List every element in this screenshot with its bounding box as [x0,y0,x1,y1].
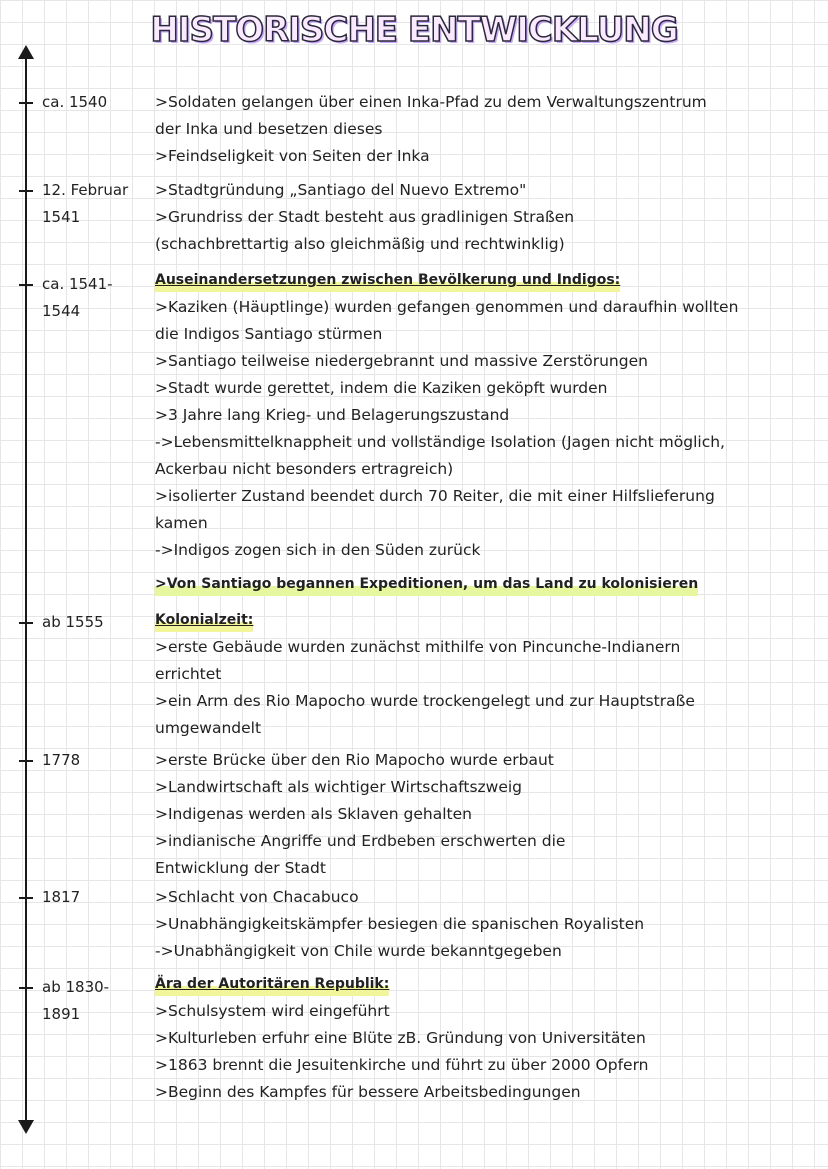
date-line: 12. Februar [42,181,129,199]
entry-line: ->Unabhängigkeit von Chile wurde bekanntgegeben [155,942,562,960]
timeline-tick [19,102,33,104]
entry-line: >Feindseligkeit von Seiten der Inka [155,147,430,165]
date-line: ca. 1541- [42,275,113,293]
timeline-date [42,747,152,774]
entry-line: die Indigos Santiago stürmen [155,325,383,343]
entry-line: >Santiago teilweise niedergebrannt und massive Zerstörungen [155,352,648,370]
timeline-axis [25,50,27,1125]
entry-line: >Soldaten gelangen über einen Inka-Pfad zu dem Verwaltungszentrum [155,93,707,111]
highlight-line: >Von Santiago begannen Expeditionen, um das Land zu kolonisieren [155,571,698,598]
entry-line: >erste Gebäude wurden zunächst mithilfe von Pincunche-Indianern [155,638,681,656]
timeline-date [42,609,152,636]
date-line: 1544 [42,302,81,320]
timeline-entry [155,89,820,170]
entry-line: >Schlacht von Chacabuco [155,888,359,906]
entry-line: ->Lebensmittelknappheit und vollständige Isolation (Jagen nicht möglich, [155,433,725,451]
date-line: 1891 [42,1005,81,1023]
entry-line: >Kaziken (Häuptlinge) wurden gefangen genommen und daraufhin wollten [155,298,739,316]
entry-line: umgewandelt [155,719,262,737]
entry-line: >3 Jahre lang Krieg- und Belagerungszustand [155,406,510,424]
entry-line: >isolierter Zustand beendet durch 70 Reiter, die mit einer Hilfslieferung [155,487,715,505]
date-line: ab 1830- [42,978,110,996]
timeline-date [42,89,152,116]
timeline-arrow-down-icon [18,1120,34,1134]
timeline-entry [155,606,820,742]
entry-line: >indianische Angriffe und Erdbeben erschwerten die [155,832,566,850]
timeline-entry [155,266,820,598]
section-heading: Kolonialzeit: [155,607,253,634]
timeline-entry [155,747,820,882]
timeline-date [42,271,152,325]
date-line: 1817 [42,888,81,906]
date-line: 1778 [42,751,81,769]
entry-line: >1863 brennt die Jesuitenkirche und führt zu über 2000 Opfern [155,1056,649,1074]
entry-line: >Schulsystem wird eingeführt [155,1002,390,1020]
timeline-tick [19,284,33,286]
entry-line: Ackerbau nicht besonders ertragreich) [155,460,454,478]
entry-line: >ein Arm des Rio Mapocho wurde trockengelegt und zur Hauptstraße [155,692,695,710]
timeline-tick [19,897,33,899]
entry-line: der Inka und besetzen dieses [155,120,383,138]
entry-line: >Stadtgründung „Santiago del Nuevo Extremo" [155,181,527,199]
timeline-date [42,974,152,1028]
entry-line: >erste Brücke über den Rio Mapocho wurde erbaut [155,751,554,769]
date-line: 1541 [42,208,81,226]
entry-line: ->Indigos zogen sich in den Süden zurück [155,541,481,559]
entry-line: kamen [155,514,208,532]
entry-line: >Stadt wurde gerettet, indem die Kaziken geköpft wurden [155,379,608,397]
entry-line: >Unabhängigkeitskämpfer besiegen die spanischen Royalisten [155,915,645,933]
timeline-entry [155,177,820,258]
timeline-tick [19,760,33,762]
entry-line: >Indigenas werden als Sklaven gehalten [155,805,472,823]
entry-line: >Landwirtschaft als wichtiger Wirtschaftszweig [155,778,523,796]
timeline-date [42,884,152,911]
entry-line: >Kulturleben erfuhr eine Blüte zB. Gründung von Universitäten [155,1029,646,1047]
entry-line: >Grundriss der Stadt besteht aus gradlinigen Straßen [155,208,575,226]
timeline-tick [19,190,33,192]
timeline-tick [19,622,33,624]
entry-line: errichtet [155,665,222,683]
page-title: HISTORISCHE ENTWICKLUNG [150,10,678,50]
timeline-entry [155,884,820,965]
timeline-date [42,177,152,231]
date-line: ab 1555 [42,613,104,631]
timeline-arrow-up-icon [18,45,34,59]
entry-line: Entwicklung der Stadt [155,859,326,877]
timeline-entry [155,970,820,1106]
section-heading: Ära der Autoritären Republik: [155,971,389,998]
entry-line: >Beginn des Kampfes für bessere Arbeitsbedingungen [155,1083,581,1101]
section-heading: Auseinandersetzungen zwischen Bevölkerung und Indigos: [155,267,620,294]
timeline-tick [19,987,33,989]
entry-line: (schachbrettartig also gleichmäßig und rechtwinklig) [155,235,565,253]
date-line: ca. 1540 [42,93,108,111]
